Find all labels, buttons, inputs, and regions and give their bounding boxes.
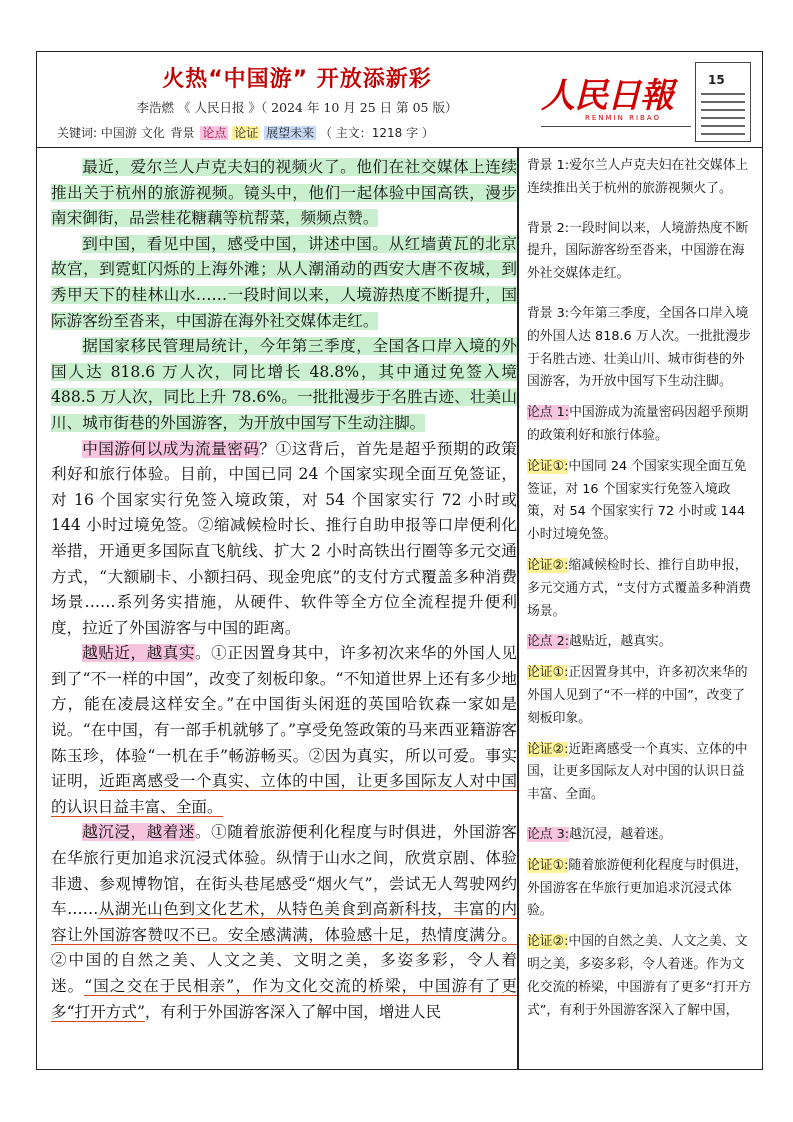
argument-highlight: 越贴近，越真实 xyxy=(82,644,196,663)
note-label: 背景 2: xyxy=(527,220,570,236)
masthead-subtitle: RENMIN RIBAO xyxy=(585,114,661,122)
keywords: 中国游 文化 xyxy=(100,126,165,140)
masthead-logo: 人民日報 xyxy=(541,76,673,116)
tag-evidence: 论证 xyxy=(234,126,259,140)
note-text: 今年第三季度，全国各口岸入境的外国人达 818.6 万人次。一批批漫步于名胜古迹、壮美山川、城市街巷的外国游客，为开放中国写下生动注脚。 xyxy=(527,305,751,390)
masthead-date-box xyxy=(695,62,751,142)
article-paragraph-2 xyxy=(51,232,517,334)
note-label: 论点 1: xyxy=(527,405,570,421)
note-evidence-1-2 xyxy=(527,555,755,623)
argument-highlight: 中国游何以成为流量密码 xyxy=(82,439,260,458)
argument-highlight: 越沉浸，越着迷 xyxy=(82,823,196,842)
note-text: 正因置身其中，许多初次来华的外国人见到了“不一样的中国”，改变了刻板印象。 xyxy=(527,665,748,726)
note-label: 背景 1: xyxy=(527,158,570,173)
note-evidence-3-2 xyxy=(527,931,755,1022)
tag-argument: 论点 xyxy=(202,126,227,140)
note-text: 中国同 24 个国家实现全面互免签证，对 16 个国家实行免签入境政策，对 54 个国家实行 72 小时或 144 小时过境免签。 xyxy=(527,458,747,543)
masthead-text-line xyxy=(701,133,745,135)
note-text: 近距离感受一个真实、立体的中国，让更多国际友人对中国的认识日益丰富、全面。 xyxy=(527,741,748,803)
article-body xyxy=(51,155,517,1025)
masthead-text-line xyxy=(701,109,745,111)
note-label: 论点 2: xyxy=(527,634,570,650)
article-paragraph-3 xyxy=(51,334,517,436)
underlined-text: 从湖光山色到文化艺术，从特色美食到高新科技，丰富的内容让外国游客赞叹不已。安全感满满，体验感十足，热情度满分。 xyxy=(51,900,517,944)
article-paragraph-4 xyxy=(51,437,517,642)
paragraph-text: 。①随着旅游便利化程度与时俱进，外国游客在华旅行更加追求沉浸式体验。纵情于山水之间，欣赏京剧、体验非遗、参观博物馆，在街头巷尾感受“烟火气”，尝试无人驾驶网约车…… xyxy=(51,823,517,919)
note-evidence-1-1 xyxy=(527,456,755,547)
byline: 李浩燃 《 人民日报 》（ 2024 年 10 月 25 日 第 05 版） xyxy=(136,100,458,115)
column-divider xyxy=(517,148,519,1069)
masthead-rule xyxy=(541,126,691,127)
background-highlight: 最近，爱尔兰人卢克夫妇的视频火了。他们在社交媒体上连续推出关于杭州的旅游视频。镜头中，他们一起体验中国高铁，漫步南宋御街，品尝桂花糖藕等杭帮菜，频频点赞。 xyxy=(51,158,517,228)
article-paragraph-5 xyxy=(51,641,517,820)
note-evidence-2-2 xyxy=(527,739,755,807)
note-label: 论证②: xyxy=(527,557,569,573)
paragraph-text: 。①正因置身其中，许多初次来华的外国人见到了“不一样的中国”，改变了刻板印象。“不知道世界上还有多少地方，能在凌晨这样安全。”在中国街头闲逛的英国哈钦森一家如是说。“在中国，有一部手机就够了。”享受免签政策的马来西亚籍游客陈玉珍，体验“一机在手”畅游畅买。②因为真实，所以可爱。事实证明， xyxy=(51,644,517,791)
article-paragraph-1 xyxy=(51,155,517,232)
masthead-text-line xyxy=(701,125,745,127)
note-text: 爱尔兰人卢克夫妇在社交媒体上连续推出关于杭州的旅游视频火了。 xyxy=(527,158,749,196)
paragraph-text: ②中国的自然之美、人文之美、文明之美，多姿多彩，令人着迷。 xyxy=(51,951,517,995)
note-argument-1 xyxy=(527,402,755,448)
note-text: 缩减候检时长、推行自助申报，多元交通方式，“支付方式覆盖多种消费场景。 xyxy=(527,557,752,619)
note-argument-3 xyxy=(527,824,755,847)
note-argument-2 xyxy=(527,631,755,654)
note-text: 随着旅游便利化程度与时俱进，外国游客在华旅行更加追求沉浸式体验。 xyxy=(527,857,748,919)
note-evidence-3-1 xyxy=(527,855,755,923)
tag-background: 背景 xyxy=(170,126,195,140)
paragraph-text: ，有利于外国游客深入了解中国，增进人民 xyxy=(144,1002,442,1021)
note-label: 论证②: xyxy=(527,934,569,950)
underlined-text: 近距离感受一个真实、立体的中国，让更多国际友人对中国的认识日益丰富、全面。 xyxy=(51,772,517,816)
note-text: 越贴近，越真实。 xyxy=(569,634,672,650)
header xyxy=(37,52,762,148)
word-count: （ 主文：1218 字 ） xyxy=(319,126,434,140)
underlined-text: “国之交在于民相亲”，作为文化交流的桥梁，中国游有了更多“打开方式” xyxy=(51,977,517,1021)
newspaper-masthead xyxy=(537,56,755,144)
background-highlight: 据国家移民管理局统计，今年第三季度，全国各口岸入境的外国人达 818.6 万人次，同比增长 48.8%，其中通过免签入境 488.5 万人次，同比上升 78.6%。一批批漫步于名胜古迹、壮美山川、城市街巷的外国游客，为开放中国写下生动注脚。 xyxy=(51,337,517,432)
note-background-1 xyxy=(527,155,755,201)
note-text: 中国的自然之美、人文之美、文明之美，多姿多彩，令人着迷。作为文化交流的桥梁，中国游有了更多“打开方式”，有利于外国游客深入了解中国， xyxy=(527,934,752,1018)
annotation-column xyxy=(527,155,755,1030)
note-label: 背景 3: xyxy=(527,305,570,321)
note-label: 论证①: xyxy=(527,458,569,474)
article-paragraph-6 xyxy=(51,820,517,1025)
tag-outlook: 展望未来 xyxy=(266,126,315,140)
note-label: 论证①: xyxy=(527,665,569,681)
paragraph-text: ？①这背后，首先是超乎预期的政策利好和旅行体验。目前，中国已同 24 个国家实现全面互免签证，对 16 个国家实行免签入境政策，对 54 个国家实行 72 小时或 144 小时过境免签。②缩减候检时长、推行自助申报等口岸便利化举措，开通更多国际直飞航线、扩大 2 小时高铁出行圈等多元交通方式，“大额刷卡、小额扫码、现金兜底”的支付方式覆盖多种消费场景……系列务实措施，从硬件、软件等全方位全流程提升便利度，拉近了外国游客与中国的距离。 xyxy=(51,439,517,637)
page-frame xyxy=(36,51,763,1070)
background-highlight: 到中国，看见中国，感受中国，讲述中国。从红墙黄瓦的北京故宫，到霓虹闪烁的上海外滩；从人潮涌动的西安大唐不夜城，到秀甲天下的桂林山水……一段时间以来，人境游热度不断提升，国际游客纷至沓来，中国游在海外社交媒体走红。 xyxy=(51,234,517,330)
keywords-line xyxy=(57,124,557,141)
note-label: 论证②: xyxy=(527,741,569,757)
keywords-label: 关键词: xyxy=(57,126,98,140)
note-text: 一段时间以来，人境游热度不断提升，国际游客纷至沓来，中国游在海外社交媒体走红。 xyxy=(527,220,749,282)
note-label: 论点 3: xyxy=(527,826,570,842)
note-label: 论证①: xyxy=(527,857,569,873)
note-text: 中国游成为流量密码因超乎预期的政策利好和旅行体验。 xyxy=(527,405,749,443)
note-evidence-2-1 xyxy=(527,662,755,730)
note-text: 越沉浸，越着迷。 xyxy=(569,826,672,842)
masthead-text-line xyxy=(701,93,745,95)
note-background-2 xyxy=(527,218,755,286)
masthead-page-number: 15 xyxy=(708,73,725,87)
page-title: 火热“中国游” 开放添新彩 xyxy=(162,67,432,92)
masthead-text-line xyxy=(701,117,745,119)
note-background-3 xyxy=(527,303,755,394)
masthead-text-line xyxy=(701,101,745,103)
